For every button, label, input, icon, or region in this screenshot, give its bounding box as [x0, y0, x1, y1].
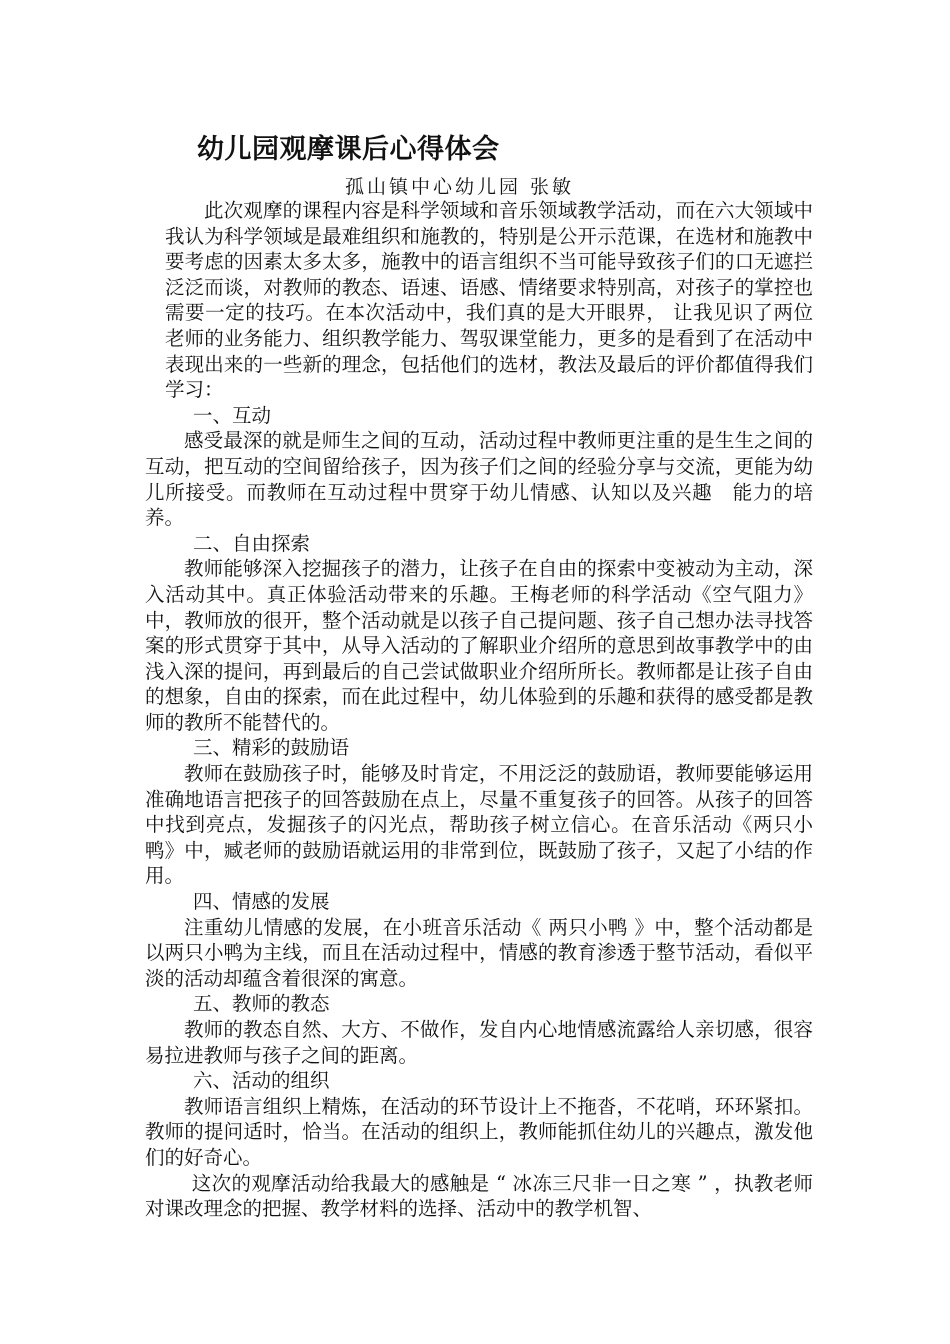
section-interaction: [145, 403, 813, 531]
section-paragraph: 教师的教态自然、大方、不做作，发自内心地情感流露给人亲切感，很容易拉进教师与孩子之间的距离。: [145, 1018, 813, 1067]
section-paragraph: 感受最深的就是师生之间的互动，活动过程中教师更注重的是生生之间的互动，把互动的空间留给孩子，因为孩子们之间的经验分享与交流，更能为幼儿所接受。而教师在互动过程中贯穿于幼儿情感、认知以及兴趣 能力的培养。: [145, 429, 813, 530]
section-heading: 四、情感的发展: [193, 890, 330, 914]
author-line: 孤山镇中心幼儿园 张敏: [345, 176, 575, 198]
intro-paragraph: 此次观摩的课程内容是科学领域和音乐领域教学活动，而在六大领域中我认为科学领域是最难组织和施教的，特别是公开示范课，在选材和施教中要考虑的因素太多太多，施教中的语言组织不当可能导致孩子们的口无遮拦泛泛而谈，对教师的教态、语速、语感、情绪要求特别高，对孩子的掌控也需要一定的技巧。在本次活动中，我们真的是大开眼界， 让我见识了两位老师的业务能力、组织教学能力、驾驭课堂能力，更多的是看到了在活动中表现出来的一些新的理念，包括他们的选材，教法及最后的评价都值得我们学习：: [165, 199, 813, 402]
section-heading: 二、自由探索: [193, 531, 311, 555]
closing-paragraph: 这次的观摩活动给我最大的感触是 “ 冰冻三尺非一日之寒 ” ，执教老师对课改理念的把握、教学材料的选择、活动中的教学机智、: [145, 1171, 813, 1221]
section-teacher-demeanor: [145, 991, 813, 1068]
section-paragraph: 注重幼儿情感的发展，在小班音乐活动《 两只小鸭 》中，整个活动都是以两只小鸭为主线，而且在活动过程中，情感的教育渗透于整节活动，看似平淡的活动却蕴含着很深的寓意。: [145, 915, 813, 990]
document-title: 幼儿园观摩课后心得体会: [197, 134, 500, 165]
section-heading: 三、精彩的鼓励语: [193, 736, 350, 760]
section-heading: 六、活动的组织: [193, 1069, 330, 1093]
section-activity-organization: [145, 1068, 813, 1170]
document-body: [145, 198, 813, 1222]
section-paragraph: 教师语言组织上精炼，在活动的环节设计上不拖沓，不花哨，环环紧扣。教师的提问适时，恰当。在活动的组织上，教师能抓住幼儿的兴趣点，激发他们的好奇心。: [145, 1094, 813, 1169]
section-heading: 五、教师的教态: [193, 992, 330, 1016]
section-paragraph: 教师能够深入挖掘孩子的潜力，让孩子在自由的探索中变被动为主动，深入活动其中。真正体验活动带来的乐趣。王梅老师的科学活动《空气阻力》中，教师放的很开，整个活动就是以孩子自己提问题、孩子自己想办法寻找答案的形式贯穿于其中，从导入活动的了解职业介绍所的意思到故事教学中的由浅入深的提问，再到最后的自己尝试做职业介绍所所长。教师都是让孩子自由的想象，自由的探索，而在此过程中，幼儿体验到的乐趣和获得的感受都是教师的教所不能替代的。: [145, 557, 813, 734]
section-encouragement: [145, 735, 813, 889]
section-free-exploration: [145, 531, 813, 736]
section-paragraph: 教师在鼓励孩子时，能够及时肯定，不用泛泛的鼓励语，教师要能够运用准确地语言把孩子的回答鼓励在点上，尽量不重复孩子的回答。从孩子的回答中找到亮点，发掘孩子的闪光点，帮助孩子树立信心。在音乐活动《两只小鸭》中，臧老师的鼓励语就运用的非常到位，既鼓励了孩子，又起了小结的作用。: [145, 762, 813, 888]
section-heading: 一、互动: [193, 403, 272, 427]
section-emotional-development: [145, 889, 813, 991]
